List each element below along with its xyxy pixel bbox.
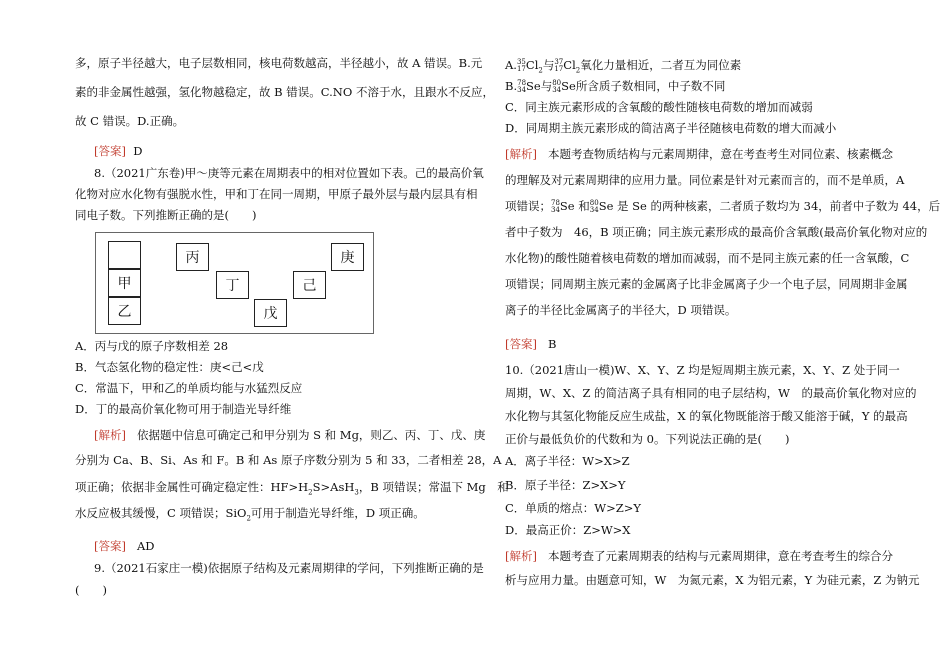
question-10-line: 周期，W、X、Z 的简洁离子具有相同的电子层结构，W 的最高价氧化物对应的 [505, 386, 917, 400]
answer-8 [94, 538, 154, 554]
element-position-table [95, 232, 374, 334]
analysis-9-line: [解析] 本题考查物质结构与元素周期律，意在考查考生对同位素、核素概念 [505, 147, 893, 161]
text-line: 多，原子半径越大，电子层数相同，核电荷数越高，半径越小，故 A 错误。B.元 [75, 56, 483, 70]
analysis-9-line: 离子的半径比金属离子的半径大，D 项错误。 [505, 303, 737, 317]
answer-value: AD [136, 539, 155, 553]
analysis-10-line: 析与应用力量。由题意可知，W 为氮元素，X 为铝元素，Y 为硅元素，Z 为钠元 [505, 573, 920, 587]
option-d: D．最高正价：Z>W>X [505, 523, 631, 537]
analysis-9-line: 水化物)的酸性随着核电荷数的增加而减弱，而不是同主族元素的任一含氧酸，C [505, 251, 910, 265]
analysis-8-line: 项正确；依据非金属性可确定稳定性：$HF>H_2S>AsH_3$，B 项错误；常温下 Mg 和 [75, 480, 509, 497]
analysis-9-line: 项错误；78 34Se 和80 34Se 是 Se 的两种核素，二者质子数均为 34，前者中子数为 44，后 [505, 199, 941, 214]
question-10-line: 10.（2021唐山一模)W、X、Y、Z 均是短周期主族元素，X、Y、Z 处于同一 [505, 363, 900, 377]
question-9-line: ( ) [75, 583, 107, 597]
option-c: C．常温下，甲和乙的单质均能与水猛烈反应 [75, 381, 303, 395]
option-a: A．离子半径：W>X>Z [505, 454, 630, 468]
cell-geng: 庚 [331, 243, 364, 271]
option-a: A.35 $17Cl_2$与37 $17Cl_2$氧化力量相近，二者互为同位素 [505, 58, 742, 75]
text-line: 故 C 错误。D.正确。 [75, 114, 185, 128]
option-a: A．丙与戊的原子序数相差 28 [75, 339, 229, 353]
empty-cell [108, 241, 141, 269]
cell-ding: 丁 [216, 271, 249, 299]
option-b: B．气态氢化物的稳定性：庚<己<戊 [75, 360, 264, 374]
analysis-9-line: 项错误；同周期主族元素的金属离子比非金属离子少一个电子层，同周期非金属 [505, 277, 908, 291]
cell-wu: 戊 [254, 299, 287, 327]
answer-9 [505, 336, 556, 352]
option-b: B．原子半径：Z>X>Y [505, 478, 626, 492]
analysis-8-line: 分别为 Ca、B、Si、As 和 F。B 和 As 原子序数分别为 5 和 33，二者相差 28，A [75, 453, 502, 467]
question-8-line: 化物对应水化物有强脱水性，甲和丁在同一周期，甲原子最外层与最内层具有相 [75, 187, 478, 201]
option-b: B.78 34Se与80 34Se所含质子数相同，中子数不同 [505, 79, 726, 94]
analysis-9-line: 者中子数为 46，B 项正确；同主族元素形成的最高价含氧酸(最高价氧化物对应的 [505, 225, 928, 239]
cell-jia: 甲 [108, 269, 141, 297]
analysis-text: 依据题中信息可确定己和甲分别为 S 和 Mg，则乙、丙、丁、戊、庚 [136, 428, 486, 442]
option-c: C．单质的熔点：W>Z>Y [505, 501, 641, 515]
answer-tag: [答案] [94, 144, 126, 158]
analysis-8-line: 水反应极其缓慢，C 项错误；SiO$_2$可用于制造光导纤维，D 项正确。 [75, 506, 425, 523]
cell-yi: 乙 [108, 297, 141, 325]
analysis-tag: [解析] [505, 147, 537, 161]
option-d: D．同周期主族元素形成的简洁离子半径随核电荷数的增大而减小 [505, 121, 837, 135]
option-d: D．丁的最高价氧化物可用于制造光导纤维 [75, 402, 292, 416]
answer-value: D [133, 144, 143, 158]
answer-7 [94, 143, 143, 159]
analysis-9-line: 的理解及对元素周期律的应用力量。同位素是针对元素而言的，而不是单质，A [505, 173, 905, 187]
text-line: 素的非金属性越强，氢化物越稳定，故 B 错误。C.NO 不溶于水，且跟水不反应， [75, 85, 494, 99]
answer-value: B [547, 337, 557, 351]
answer-tag: [答案] [505, 337, 537, 351]
analysis-10-line: [解析] 本题考查了元素周期表的结构与元素周期律，意在考查考生的综合分 [505, 549, 893, 563]
question-8-line: 8.（2021广东卷)甲～庚等元素在周期表中的相对位置如下表。己的最高价氧 [94, 166, 484, 180]
analysis-8-line [94, 427, 485, 443]
cell-bing: 丙 [176, 243, 209, 271]
answer-tag: [答案] [94, 539, 126, 553]
question-9-line: 9.（2021石家庄一模)依据原子结构及元素周期律的学问，下列推断正确的是 [94, 561, 484, 575]
option-c: C．同主族元素形成的含氧酸的酸性随核电荷数的增加而减弱 [505, 100, 813, 114]
question-10-line: 正价与最低负价的代数和为 0。下列说法正确的是( ) [505, 432, 790, 446]
analysis-tag: [解析] [94, 428, 126, 442]
question-8-line: 同电子数。下列推断正确的是( ) [75, 208, 257, 222]
question-10-line: 水化物与其氢化物能反应生成盐，X 的氧化物既能溶于酸又能溶于碱，Y 的最高 [505, 409, 908, 423]
analysis-tag: [解析] [505, 549, 537, 563]
cell-ji: 己 [293, 271, 326, 299]
